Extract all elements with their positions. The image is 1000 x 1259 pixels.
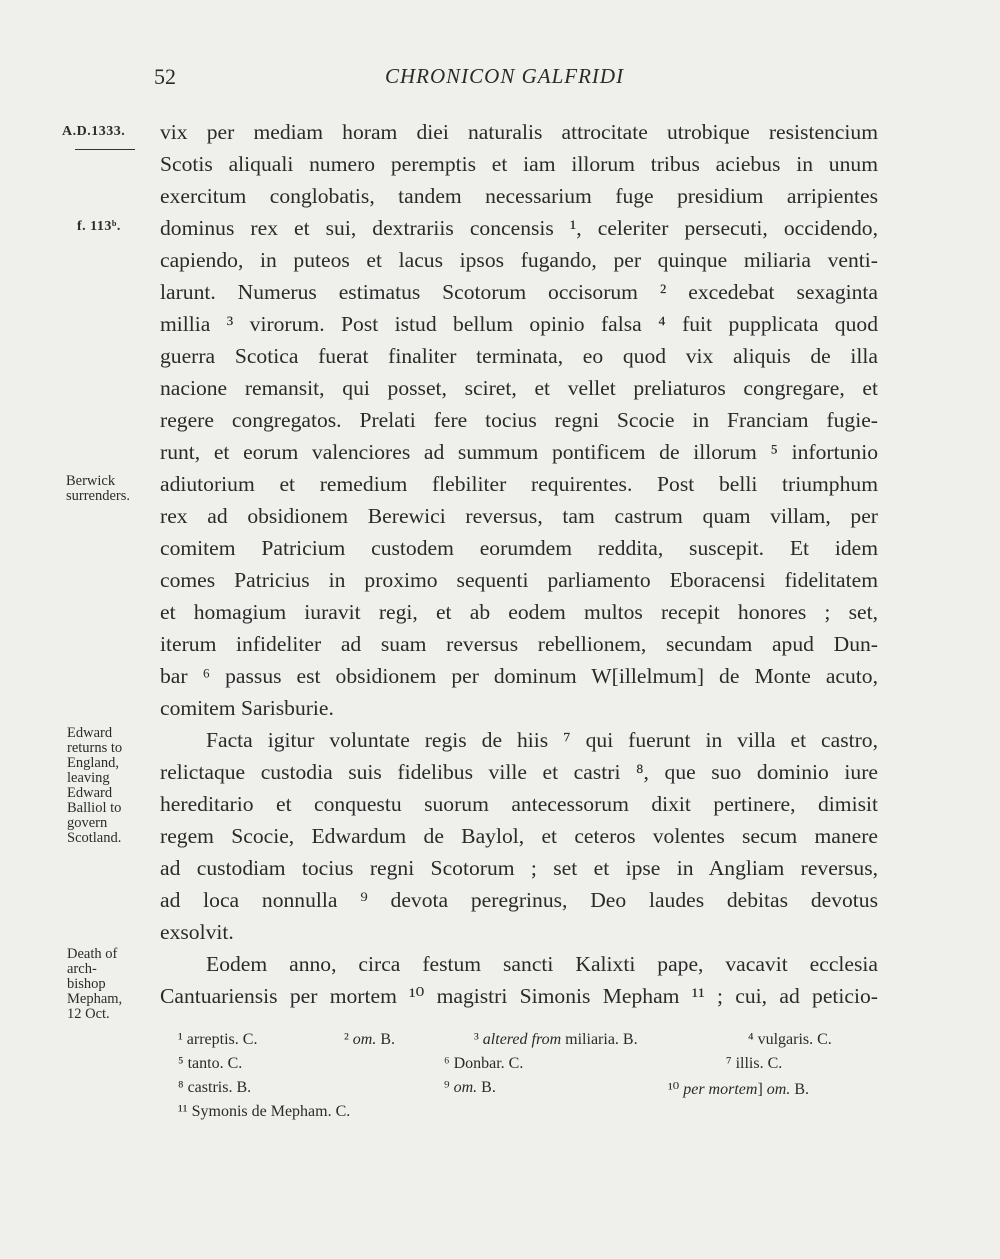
margin-line: bishop [67,976,106,992]
footnote-6: ⁶ Donbar. C. [444,1055,524,1072]
text-line: millia ³ virorum. Post istud bellum opinio falsa ⁴ fuit pupplicata quod [160,312,878,336]
margin-line: surrenders. [66,488,131,504]
text-line: vix per mediam horam diei naturalis attrocitate utrobique resistencium [160,120,878,144]
footnote-italic: altered from [482,1031,562,1048]
text-line: regem Scocie, Edwardum de Baylol, et ceteros volentes secum manere [160,824,878,848]
footnote-num: ⁹ [444,1079,450,1096]
text-line: adiutorium et remedium flebiliter requirentes. Post belli triumphum [160,472,878,496]
footnote-4: ⁴ vulgaris. C. [748,1031,832,1048]
margin-rule [75,149,135,150]
text-line: comitem Patricium custodem eorumdem reddita, suscepit. Et idem [160,536,878,560]
footnote-italic: per mortem [683,1081,758,1098]
footnote-num: ³ [474,1031,479,1048]
margin-line: Edward [67,725,113,741]
footnote-10 [668,1079,809,1099]
text-line: ad loca nonnulla ⁹ devota peregrinus, Deo laudes debitas devotus [160,888,878,912]
footnote-italic: om. [766,1081,791,1098]
margin-line: Death of [67,946,118,962]
body-text [160,116,878,1012]
text-line: Facta igitur voluntate regis de hiis ⁷ qui fuerunt in villa et castro, [206,728,878,752]
page-number: 52 [154,64,176,89]
footnote-9 [444,1079,496,1097]
footnote-2 [344,1031,395,1049]
text-line: comes Patricius in proximo sequenti parliamento Eboracensi fidelitatem [160,568,878,592]
footnote-7: ⁷ illis. C. [726,1055,783,1072]
text-line: runt, et eorum valenciores ad summum pontificem de illorum ⁵ infortunio [160,440,878,464]
text-line: exsolvit. [160,920,234,944]
text-line: et homagium iuravit regi, et ab eodem multos recepit honores ; set, [160,600,878,624]
margin-line: arch- [67,961,97,977]
footnote-1: ¹ arreptis. C. [178,1031,258,1048]
margin-line: govern [67,815,108,831]
text-line: iterum infideliter ad suam reversus rebellionem, secundam apud Dun- [160,632,878,656]
margin-line: 12 Oct. [67,1006,110,1022]
footnote-num: ¹⁰ [668,1081,680,1098]
text-line: ad custodiam tocius regni Scotorum ; set et ipse in Angliam reversus, [160,856,878,880]
text-line: guerra Scotica fuerat finaliter terminata, eo quod vix aliquis de illa [160,344,878,368]
margin-note-death [67,947,122,1022]
footnote-rest: B. [477,1079,496,1096]
margin-line: England, [67,755,119,771]
text-line: nacione remansit, qui posset, sciret, et vellet preliaturos congregare, et [160,376,878,400]
margin-line: Balliol to [67,800,122,816]
text-line: Scotis aliquali numero peremptis et iam illorum tribus aciebus in unum [160,152,878,176]
footnote-11: ¹¹ Symonis de Mepham. C. [178,1103,351,1120]
footnote-italic: om. [352,1031,377,1048]
text-line: dominus rex et sui, dextrariis concensis ¹, celeriter persecuti, occidendo, [160,216,878,240]
text-line: exercitum conglobatis, tandem necessarium fuge presidium arripientes [160,184,878,208]
text-line: capiendo, in puteos et lacus ipsos fugando, per quinque miliaria venti- [160,248,878,272]
margin-line: Berwick [66,473,116,489]
footnote-num: ² [344,1031,349,1048]
margin-note-berwick [66,474,130,504]
footnote-8: ⁸ castris. B. [178,1079,252,1096]
margin-note-edward [67,726,122,846]
text-line: larunt. Numerus estimatus Scotorum occisorum ² excedebat sexaginta [160,280,878,304]
footnote-3 [474,1031,638,1049]
footnote-rest: miliaria. B. [561,1031,638,1048]
footnote-5: ⁵ tanto. C. [178,1055,243,1072]
text-line: regere congregatos. Prelati fere tocius regni Scocie in Franciam fugie- [160,408,878,432]
margin-line: Edward [67,785,113,801]
text-line: relictaque custodia suis fidelibus ville et castri ⁸, que suo dominio iure [160,760,878,784]
footnote-italic: om. [453,1079,478,1096]
footnote-rest: B. [376,1031,396,1048]
text-line: comitem Sarisburie. [160,696,334,720]
footnote-rest: B. [790,1081,809,1098]
text-line: bar ⁶ passus est obsidionem per dominum W[illelmum] de Monte acuto, [160,664,878,688]
footnote-mid: ] [757,1081,767,1098]
text-line: rex ad obsidionem Berewici reversus, tam castrum quam villam, per [160,504,878,528]
margin-line: returns to [67,740,123,756]
margin-line: leaving [67,770,110,786]
margin-line: Scotland. [67,830,122,846]
text-line: hereditario et conquestu suorum antecessorum dixit pertinere, dimisit [160,792,878,816]
running-head: CHRONICON GALFRIDI [385,64,625,88]
text-line: Eodem anno, circa festum sancti Kalixti pape, vacavit ecclesia [206,952,878,976]
margin-line: Mepham, [67,991,123,1007]
text-line: Cantuariensis per mortem ¹⁰ magistri Simonis Mepham ¹¹ ; cui, ad peticio- [160,984,878,1008]
margin-year: A.D.1333. [62,124,126,139]
margin-folio: f. 113ᵇ. [77,219,121,234]
